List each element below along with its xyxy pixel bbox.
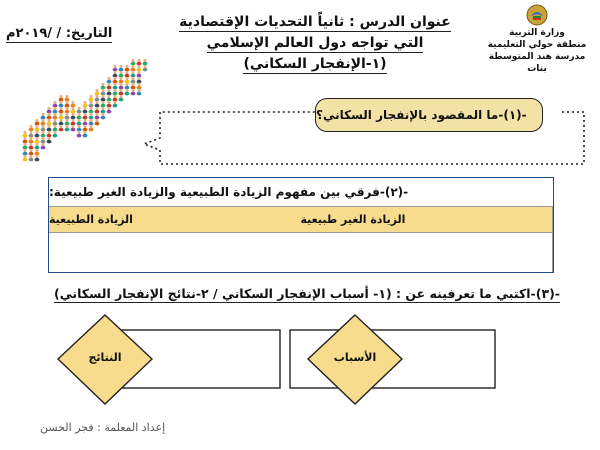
population-crowd-arrow-icon [20, 52, 150, 162]
prepared-by: إعداد المعلمة : فجر الحسن [40, 421, 166, 434]
date-label: التاريخ: / /٢٠١٩م [6, 26, 113, 41]
date-field [6, 26, 146, 41]
q3-text: -(٣)-اكتبي ما تعرفينه عن : (١- أسباب الإنفجار السكاني / ٢-نتائج الإنفجار السكاني) [54, 286, 560, 301]
q2-table [49, 206, 553, 272]
q2-answer-cell[interactable] [49, 233, 301, 272]
q2-column-unnatural [301, 207, 554, 272]
q2-section [48, 177, 554, 273]
ministry-header [482, 4, 592, 75]
lesson-title-line3: (١-الإنفجار السكاني) [243, 56, 387, 72]
causes-label: الأسباب [333, 351, 377, 364]
q2-column-natural [49, 207, 301, 272]
lesson-title-line1: عنوان الدرس : ثانياً التحديات الإقتصادية [179, 14, 451, 30]
q2-column-header: الزيادة الغير طبيعية [301, 207, 553, 233]
q3-diagram [55, 312, 550, 412]
q1-text: -(١)-ما المقصود بالإنفجار السكاني؟ [316, 108, 527, 122]
results-label: النتائج [88, 351, 122, 364]
kuwait-emblem-icon [526, 4, 548, 26]
school-name: مدرسة هند المتوسطة بنات [488, 52, 586, 74]
q2-text: -(٢)-فرقي بين مفهوم الزيادة الطبيعية والزيادة الغير طبيعية: [49, 185, 409, 199]
q3-question [40, 286, 560, 301]
lesson-title-line2: التي تواجه دول العالم الإسلامي [206, 35, 424, 51]
q2-column-header: الزيادة الطبيعية [49, 207, 301, 233]
lesson-title [170, 12, 460, 74]
q2-question [49, 178, 553, 206]
q2-answer-cell[interactable] [301, 233, 553, 272]
district-name: منطقة حولي التعليمية [487, 40, 587, 50]
q1-question [315, 98, 543, 132]
ministry-name: وزارة التربية [509, 28, 565, 38]
